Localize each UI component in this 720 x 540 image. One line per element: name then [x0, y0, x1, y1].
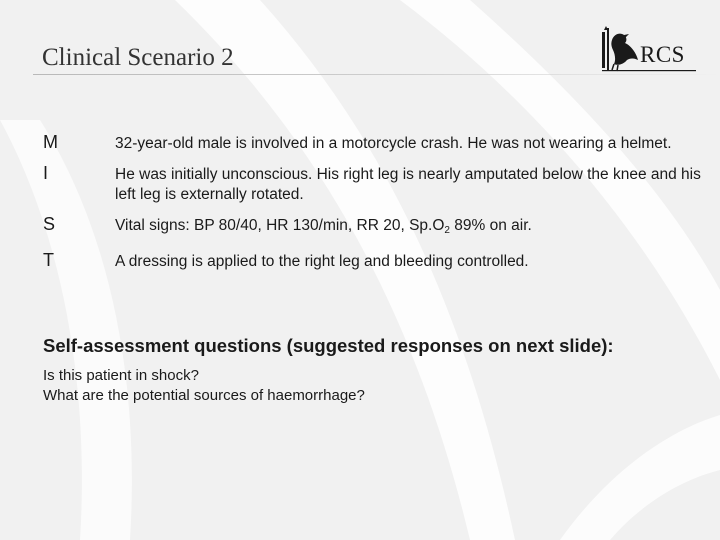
- question-item: What are the potential sources of haemorrhage?: [43, 387, 365, 404]
- subscript-2: 2: [444, 225, 450, 236]
- mist-row-s: [43, 214, 703, 241]
- mist-text: [115, 214, 703, 241]
- mist-letter: M: [43, 132, 58, 152]
- mist-letter: I: [43, 163, 49, 183]
- questions-heading: Self-assessment questions (suggested responses on next slide):: [43, 335, 614, 356]
- mist-letter: S: [43, 214, 56, 234]
- mist-row-m: [43, 132, 703, 154]
- mist-text: A dressing is applied to the right leg and bleeding controlled.: [115, 253, 529, 270]
- vital-signs-suffix: 89% on air.: [449, 217, 532, 234]
- mist-text: He was initially unconscious. His right leg is nearly amputated below the knee and his left leg is externally rotated.: [115, 166, 701, 203]
- logo-text: RCS: [640, 42, 685, 67]
- slide-title: Clinical Scenario 2: [42, 44, 234, 71]
- mist-letter: T: [43, 250, 54, 270]
- mist-text: 32-year-old male is involved in a motorcycle crash. He was not wearing a helmet.: [115, 135, 672, 152]
- title-divider: [33, 74, 720, 75]
- question-item: Is this patient in shock?: [43, 367, 199, 384]
- mist-list: [43, 132, 703, 281]
- mist-row-i: [43, 163, 703, 205]
- vital-signs-text: Vital signs: BP 80/40, HR 130/min, RR 20, Sp.O: [115, 217, 445, 234]
- mist-row-t: [43, 250, 703, 272]
- self-assessment-section: [43, 334, 683, 406]
